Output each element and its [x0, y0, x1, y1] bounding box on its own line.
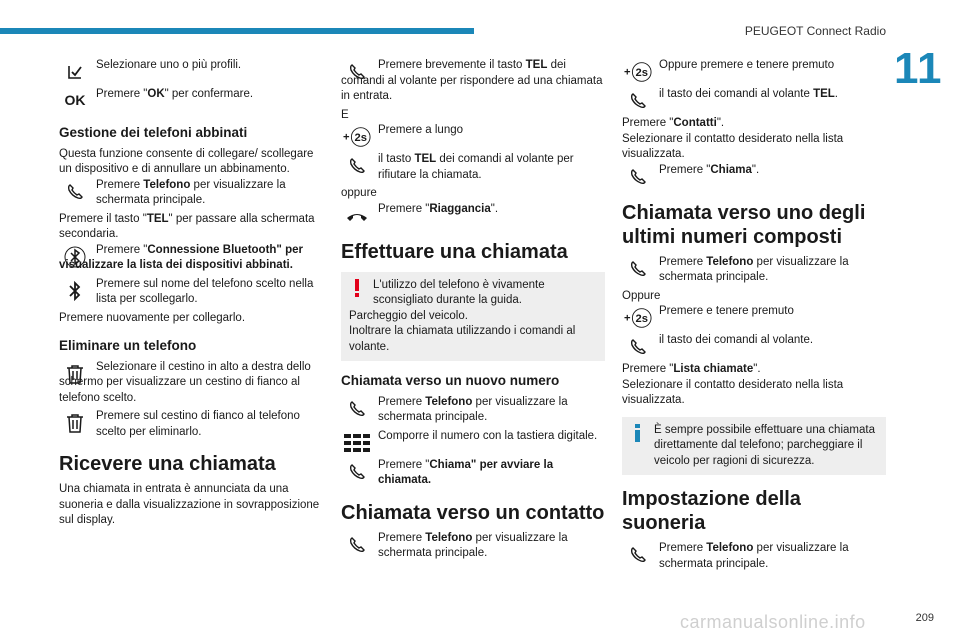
trash-icon — [61, 410, 89, 436]
step-bluetooth-connection: Premere "Connessione Bluetooth" per visualizzare la lista dei dispositivi abbinati. — [59, 243, 303, 271]
phone-handset-icon — [343, 532, 371, 558]
step-dial-number: Comporre il numero con la tastiera digitale. — [341, 429, 605, 455]
running-header: PEUGEOT Connect Radio — [744, 24, 886, 38]
page-number: 209 — [915, 612, 934, 624]
step-press-telephone: Premere Telefono per visualizzare la schermata principale. — [59, 178, 323, 209]
phone-handset-icon — [61, 179, 89, 205]
ok-icon: OK — [64, 92, 86, 109]
step-reject-call: il tasto TEL dei comandi al volante per rifiutare la chiamata. — [341, 152, 605, 183]
press-long-icon — [624, 305, 652, 331]
press-long-icon — [343, 124, 371, 150]
step-press-long: + 2s Premere a lungo — [341, 123, 605, 149]
press-long-icon — [624, 59, 652, 85]
step-tel-key: il tasto dei comandi al volante TEL. — [622, 87, 886, 113]
phone-handset-icon — [343, 396, 371, 422]
step-disconnect-phone: Premere sul nome del telefono scelto nella lista per scollegarlo. — [59, 277, 323, 308]
chapter-number: 11 — [894, 44, 943, 93]
warning-note: L'utilizzo del telefono è vivamente sconsigliato durante la guida. Parcheggio del veicolo. Inoltrare la chiamata utilizzando i comandi al volante. — [341, 272, 605, 362]
step-hang-up: Premere "Riaggancia". — [341, 202, 605, 228]
heading-delete-phone: Eliminare un telefono — [59, 338, 197, 353]
header-accent-bar — [0, 28, 474, 34]
phone-handset-icon — [624, 542, 652, 568]
step-confirm-ok: OK Premere "OK" per confermare. — [59, 87, 323, 113]
step-select-trash: Selezionare il cestino in alto a destra dello schermo per visualizzare un cestino di fianco al telefono scelto. — [59, 360, 311, 404]
heading-make-call: Effettuare una chiamata — [341, 240, 568, 263]
column-3: + 2s Oppure premere e tenere premuto il tasto dei comandi al volante TEL. Premere "Contatti". Selezionare il contatto desiderato nella lista visualizzata. Premere "Chiama". Chiamata verso uno degli ultimi numeri composti Premere Telefono per visualizzare la schermata principale. Oppure + 2s Premere e tenere premuto il tasto dei comandi al volante. Premere "Lista chiamate". Selezionare il contatto desiderato nella lista visualizzata. È sempre possibile effettuare una chiamata direttamente dal telefono; parcheggiare il veicolo per ragioni di sicurezza. Impostazione della suoneria Premere Telefono per visualizzare la schermata principale. — [622, 58, 886, 575]
step-press-hold: + 2s Premere e tenere premuto — [622, 304, 886, 330]
hang-up-icon — [343, 203, 371, 229]
watermark: carmanualsonline.info — [680, 612, 866, 632]
heading-new-number: Chiamata verso un nuovo numero — [341, 373, 560, 388]
press-long-label: 2s — [635, 67, 648, 80]
info-icon — [630, 423, 646, 443]
step-press-telephone: Premere Telefono per visualizzare la schermata principale. — [341, 395, 605, 426]
trash-icon — [61, 361, 89, 387]
step-delete-phone: Premere sul cestino di fianco al telefono scelto per eliminarlo. — [59, 409, 323, 440]
step-press-telephone: Premere Telefono per visualizzare la schermata principale. — [622, 541, 886, 572]
keypad-icon — [343, 430, 371, 456]
phone-handset-icon — [343, 153, 371, 179]
column-1: Selezionare uno o più profili. OK Premere "OK" per confermare. Gestione dei telefoni abbinati Questa funzione consente di collegare/ scollegare un dispositivo e di annullare un abbinamento. Premere Telefono per visualizzare la schermata principale. Premere il tasto "TEL" per passare alla schermata secondaria. Premere "Connessione Bluetooth" per visualizzare la lista dei dispositivi abbinati. Premere sul nome del telefono scelto nella lista per scollegarlo. Premere nuovamente per collegarlo. Eliminare un telefono Selezionare il cestino in alto a destra dello schermo per visualizzare un cestino di fianco al telefono scelto. Premere sul cestino di fianco al telefono scelto per eliminarlo. Ricevere una chiamata Una chiamata in entrata è annunciata da una suoneria e dalla visualizzazione in sovrapposizione sul display. — [59, 58, 323, 529]
step-press-telephone: Premere Telefono per visualizzare la schermata principale. — [341, 531, 605, 562]
svg-text:+: + — [624, 66, 631, 79]
heading-ringtone: Impostazione della suoneria — [622, 488, 801, 534]
phone-handset-icon — [624, 334, 652, 360]
phone-handset-icon — [624, 256, 652, 282]
step-answer-call: Premere brevemente il tasto TEL dei comandi al volante per rispondere ad una chiamata in entrata. — [341, 59, 603, 102]
heading-call-contact: Chiamata verso un contatto — [341, 501, 605, 524]
step-steering-key: il tasto dei comandi al volante. — [622, 333, 886, 359]
svg-text:+: + — [624, 312, 631, 325]
heading-recent-calls: Chiamata verso uno degli ultimi numeri composti — [622, 201, 866, 248]
phone-handset-icon — [343, 459, 371, 485]
phone-handset-icon — [343, 59, 371, 85]
press-long-label: 2s — [354, 132, 367, 145]
step-start-call: Premere "Chiama" per avviare la chiamata. — [341, 458, 605, 489]
svg-text:+: + — [343, 131, 350, 144]
step-press-telephone: Premere Telefono per visualizzare la schermata principale. — [622, 255, 886, 286]
step-press-hold: + 2s Oppure premere e tenere premuto — [622, 58, 886, 84]
phone-handset-icon — [624, 88, 652, 114]
step-call: Premere "Chiama". — [622, 163, 886, 189]
warning-icon — [349, 278, 365, 298]
heading-paired-phones: Gestione dei telefoni abbinati — [59, 125, 248, 140]
bluetooth-icon — [61, 278, 89, 304]
column-2: Premere brevemente il tasto TEL dei comandi al volante per rispondere ad una chiamata in entrata. E + 2s Premere a lungo il tasto TEL dei comandi al volante per rifiutare la chiamata. oppure Premere "Riaggancia". Effettuare una chiamata L'utilizzo del telefono è vivamente sconsigliato durante la guida. Parcheggio del veicolo. Inoltrare la chiamata utilizzando i comandi al volante. Chiamata verso un nuovo numero Premere Telefono per visualizzare la schermata principale. Comporre il numero con la tastiera digitale. Premere "Chiama" per avviare la chiamata. Chiamata verso un contatto Premere Telefono per visualizzare la schermata principale. — [341, 58, 605, 565]
checkbox-select-icon — [61, 59, 89, 85]
step-select-profile: Selezionare uno o più profili. — [59, 58, 323, 84]
press-long-label: 2s — [635, 313, 648, 326]
phone-handset-icon — [624, 164, 652, 190]
info-note: È sempre possibile effettuare una chiamata direttamente dal telefono; parcheggiare il veicolo per ragioni di sicurezza. — [622, 417, 886, 476]
heading-receive-call: Ricevere una chiamata — [59, 453, 276, 475]
bluetooth-connection-icon — [61, 244, 89, 270]
